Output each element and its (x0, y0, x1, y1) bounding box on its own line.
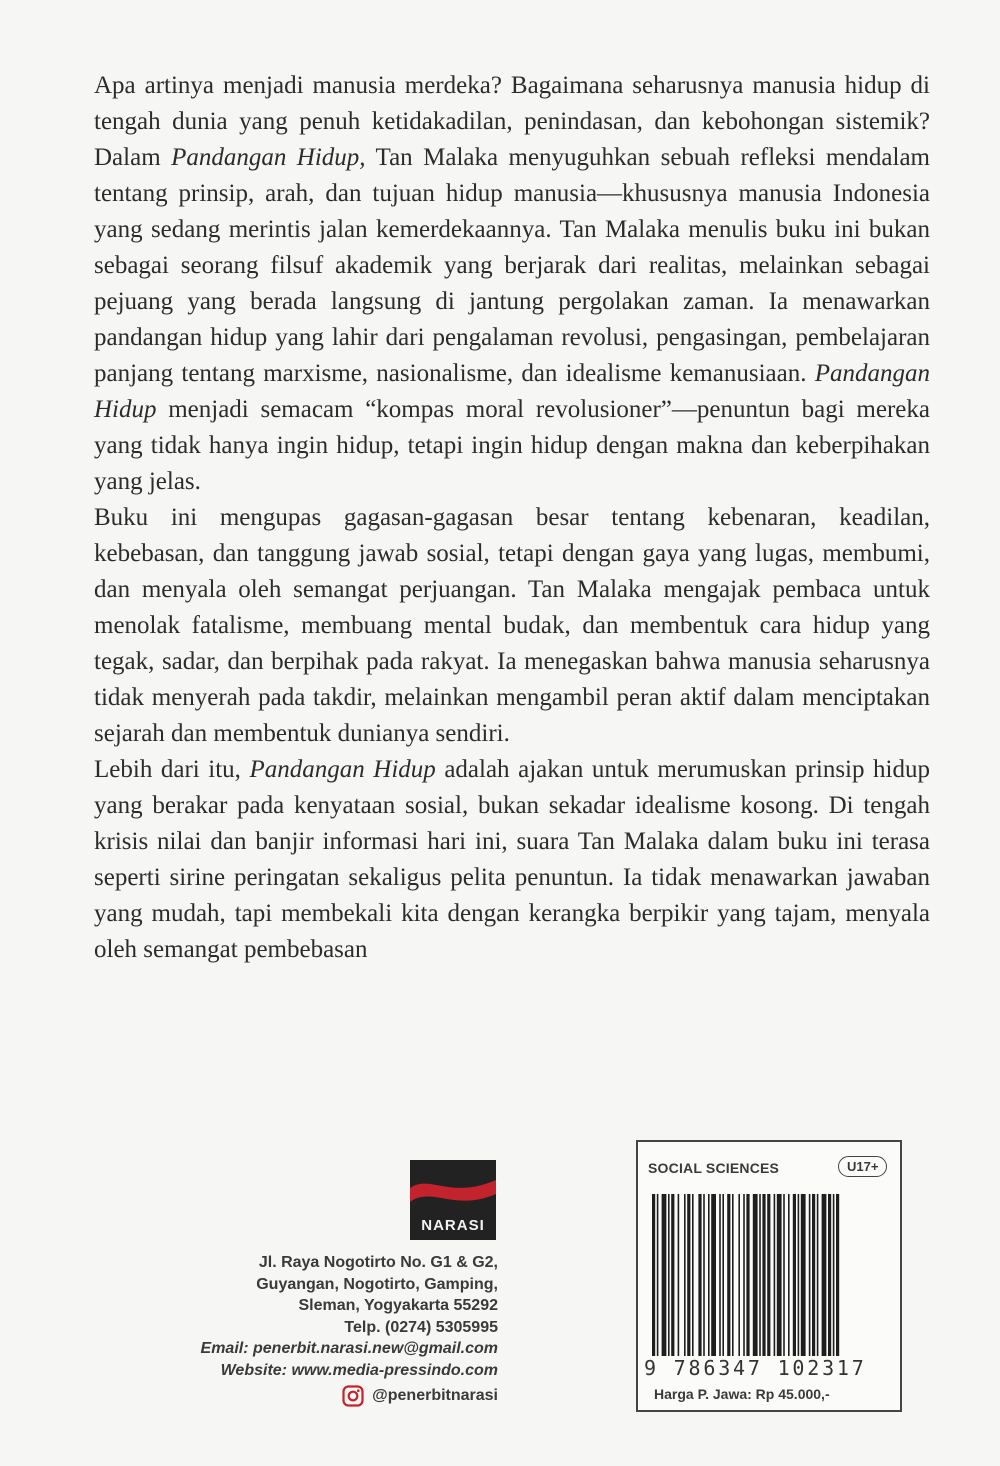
age-rating-badge: U17+ (838, 1156, 887, 1177)
barcode-bar (798, 1194, 800, 1356)
barcode-bar (801, 1194, 806, 1356)
barcode-bar (652, 1194, 655, 1356)
blurb-paragraph-2 (94, 500, 930, 752)
barcode-bar (708, 1194, 710, 1356)
barcode-bar (668, 1194, 670, 1356)
barcode-bar (774, 1194, 776, 1356)
barcode-bar (836, 1194, 839, 1356)
book-title-italic: Pandangan Hidup, (171, 144, 366, 171)
book-title-italic: Pandangan Hidup (94, 360, 930, 423)
barcode-bar (817, 1194, 819, 1356)
barcode-bar (762, 1194, 765, 1356)
price-label: Harga P. Jawa: Rp 45.000,- (654, 1386, 830, 1402)
address-line-2: Guyangan, Nogotirto, Gamping, (256, 1275, 498, 1293)
barcode-bar (684, 1194, 686, 1356)
address-line-1: Jl. Raya Nogotirto No. G1 & G2, (258, 1254, 498, 1271)
barcode-bar (662, 1194, 667, 1356)
barcode-bar (828, 1194, 831, 1356)
publisher-logo (410, 1160, 496, 1240)
barcode-bar (793, 1194, 796, 1356)
barcode-bar (822, 1194, 827, 1356)
barcode-bar (753, 1194, 758, 1356)
barcode-bar (759, 1194, 761, 1356)
barcode-bar (678, 1194, 680, 1356)
barcode-bar (783, 1194, 785, 1356)
barcode-bar (788, 1194, 790, 1356)
email-address: Email: penerbit.narasi.new@gmail.com (200, 1340, 498, 1357)
logo-text: NARASI (421, 1217, 485, 1234)
barcode-bar (698, 1194, 701, 1356)
barcode-bar (692, 1194, 694, 1356)
address-line-3: Sleman, Yogyakarta 55292 (298, 1297, 498, 1314)
barcode-bar (657, 1194, 659, 1356)
barcode-bar (722, 1194, 724, 1356)
blurb-paragraph-1 (94, 68, 930, 500)
instagram-handle-row (140, 1385, 498, 1407)
blurb-text: Lebih dari itu, (94, 756, 250, 783)
instagram-icon (342, 1385, 364, 1407)
blurb-text: Apa artinya menjadi manusia merdeka? Bagaimana seharusnya manusia hidup di tengah dunia yang penuh ketidakadilan, penindasan, dan kebohongan sistemik? Dalam (94, 72, 930, 171)
blurb-text: Tan Malaka menyuguhkan sebuah refleksi mendalam tentang prinsip, arah, dan tujuan hidup manusia—khususnya manusia Indonesia yang sedang merintis jalan kemerdekaannya. Tan Malaka menulis buku ini bukan sebagai seorang filsuf akademik yang berjarak dari realitas, melainkan sebagai pejuang yang berada langsung di jantung pergolakan zaman. Ia menawarkan pandangan hidup yang lahir dari pengalaman revolusi, pengasingan, pembelajaran panjang tentang marxisme, nasionalisme, dan idealisme kemanusiaan. (94, 144, 930, 387)
barcode-bar (743, 1194, 745, 1356)
barcode-bar (671, 1194, 674, 1356)
blurb-text: adalah ajakan untuk merumuskan prinsip hidup yang berakar pada kenyataan sosial, bukan sekadar idealisme kosong. Di tengah krisis nilai dan banjir informasi hari ini, suara Tan Malaka dalam buku ini terasa seperti sirine peringatan sekaligus pelita penuntun. Ia tidak menawarkan jawaban yang mudah, tapi membekali kita dengan kerangka berpikir yang tajam, menyala oleh semangat pembebasan (94, 756, 930, 963)
publisher-address (140, 1252, 498, 1407)
category-label: SOCIAL SCIENCES (648, 1160, 780, 1176)
barcode-bar (732, 1194, 734, 1356)
back-cover-blurb (94, 68, 930, 968)
isbn-barcode (652, 1194, 890, 1356)
barcode-bar (777, 1194, 782, 1356)
barcode-bar (767, 1194, 770, 1356)
book-title-italic: Pandangan Hidup (249, 756, 436, 783)
blurb-text: menjadi semacam “kompas moral revolusioner”—penuntun bagi mereka yang tidak hanya ingin hidup, tetapi ingin hidup dengan makna dan keberpihakan yang jelas. (94, 396, 930, 495)
barcode-bar (703, 1194, 705, 1356)
barcode-box (636, 1140, 902, 1412)
barcode-bar (687, 1194, 690, 1356)
barcode-bar (812, 1194, 815, 1356)
phone-number: Telp. (0274) 5305995 (344, 1318, 498, 1336)
website-address: Website: www.media-pressindo.com (220, 1361, 498, 1379)
barcode-bar (719, 1194, 721, 1356)
barcode-bar (711, 1194, 716, 1356)
blurb-text: Buku ini mengupas gagasan-gagasan besar tentang kebenaran, keadilan, kebebasan, dan tanggung jawab sosial, tetapi dengan gaya yang lugas, membumi, dan menyala oleh semangat perjuangan. Tan Malaka mengajak pembaca untuk menolak fatalisme, membuang mental budak, dan membentuk cara hidup yang tegak, sadar, dan berpihak pada rakyat. Ia menegaskan bahwa manusia seharusnya tidak menyerah pada takdir, melainkan mengambil peran aktif dalam menciptakan sejarah dan membentuk dunianya sendiri. (94, 504, 930, 747)
barcode-bar (727, 1194, 730, 1356)
blurb-paragraph-3 (94, 752, 930, 968)
instagram-handle: @penerbitnarasi (372, 1387, 498, 1405)
isbn-number: 9 786347 102317 (644, 1356, 867, 1380)
barcode-bar (738, 1194, 740, 1356)
barcode-bar (833, 1194, 835, 1356)
barcode-bar (809, 1194, 811, 1356)
barcode-bar (746, 1194, 749, 1356)
